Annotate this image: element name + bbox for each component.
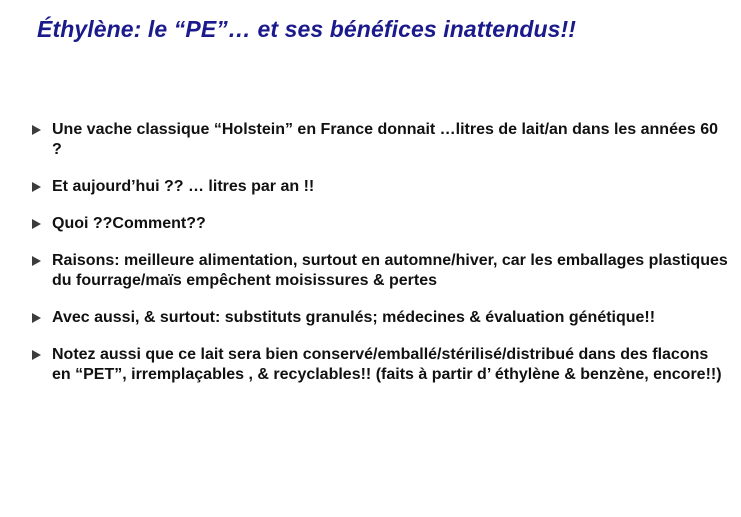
bullet-text: Et aujourd’hui ?? … litres par an !! [52, 178, 315, 195]
bullet-text: Quoi ??Comment?? [52, 215, 206, 232]
bullet-list [30, 120, 730, 402]
bullet-item [30, 308, 730, 328]
bullet-item [30, 345, 730, 385]
triangle-bullet-icon [32, 125, 41, 135]
bullet-text: Avec aussi, & surtout: substituts granulés; médecines & évaluation génétique!! [52, 309, 656, 326]
triangle-bullet-icon [32, 219, 41, 229]
triangle-bullet-icon [32, 182, 41, 192]
bullet-item [30, 251, 730, 291]
triangle-bullet-icon [32, 313, 41, 323]
bullet-text: Notez aussi que ce lait sera bien conservé/emballé/stérilisé/distribué dans des flacons en “PET”, irremplaçables , & recyclables!! (faits à partir d’ éthylène & benzène, encore!!) [52, 346, 722, 383]
bullet-item [30, 214, 730, 234]
triangle-bullet-icon [32, 256, 41, 266]
bullet-item [30, 120, 730, 160]
bullet-item [30, 177, 730, 197]
slide-title: Éthylène: le “PE”… et ses bénéfices inattendus!! [37, 16, 577, 42]
triangle-bullet-icon [32, 350, 41, 360]
bullet-text: Une vache classique “Holstein” en France donnait …litres de lait/an dans les années 60 ? [52, 121, 719, 158]
bullet-text: Raisons: meilleure alimentation, surtout en automne/hiver, car les emballages plastiques du fourrage/maïs empêchent moisissures & pertes [52, 252, 728, 289]
